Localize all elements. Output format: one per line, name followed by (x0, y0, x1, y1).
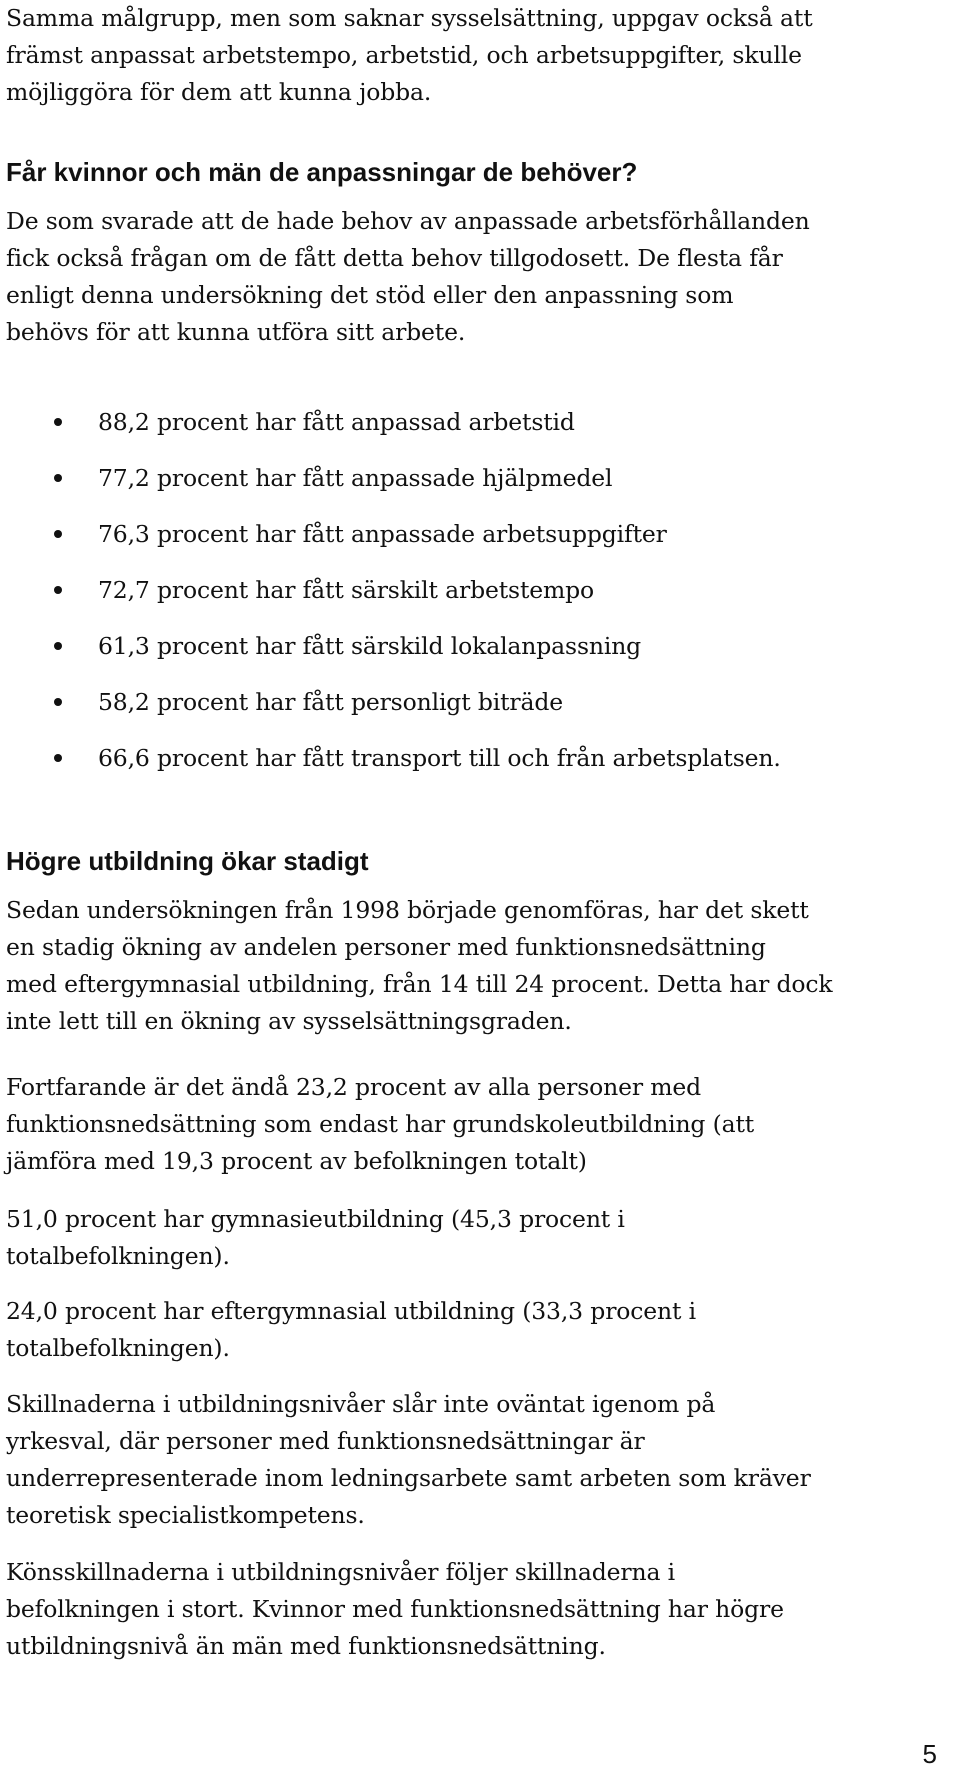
text-line: 51,0 procent har gymnasieutbildning (45,3 procent i (6, 1205, 625, 1233)
education-paragraph (6, 1201, 926, 1275)
text-line: möjliggöra för dem att kunna jobba. (6, 78, 432, 106)
list-item (0, 736, 940, 792)
text-line: 24,0 procent har eftergymnasial utbildning (33,3 procent i (6, 1297, 697, 1325)
text-line: jämföra med 19,3 procent av befolkningen totalt) (6, 1147, 587, 1175)
list-item (0, 456, 940, 512)
text-line: funktionsnedsättning som endast har grundskoleutbildning (att (6, 1110, 755, 1138)
text-line: yrkesval, där personer med funktionsnedsättningar är (6, 1427, 645, 1455)
section-heading-education: Högre utbildning ökar stadigt (6, 846, 369, 876)
list-item-text: 61,3 procent har fått särskild lokalanpassning (98, 632, 642, 660)
education-paragraph (6, 1293, 926, 1367)
text-line: Samma målgrupp, men som saknar sysselsättning, uppgav också att (6, 4, 813, 32)
text-line: totalbefolkningen). (6, 1242, 230, 1270)
list-item (0, 680, 940, 736)
list-item (0, 568, 940, 624)
education-paragraph (6, 1386, 926, 1534)
bullet-icon (54, 754, 62, 762)
text-line: fick också frågan om de fått detta behov tillgodosett. De flesta får (6, 244, 783, 272)
text-line: Sedan undersökningen från 1998 började genomföras, har det skett (6, 896, 809, 924)
bullet-icon (54, 642, 62, 650)
text-line: Fortfarande är det ändå 23,2 procent av alla personer med (6, 1073, 702, 1101)
section-heading-adjustments: Får kvinnor och män de anpassningar de behöver? (6, 157, 638, 187)
adjustments-bullet-list (0, 400, 940, 792)
list-item-text: 77,2 procent har fått anpassade hjälpmedel (98, 464, 613, 492)
text-line: enligt denna undersökning det stöd eller den anpassning som (6, 281, 734, 309)
text-line: befolkningen i stort. Kvinnor med funktionsnedsättning har högre (6, 1595, 784, 1623)
text-line: inte lett till en ökning av sysselsättningsgraden. (6, 1007, 572, 1035)
intro-paragraph (6, 0, 926, 111)
text-line: främst anpassat arbetstempo, arbetstid, och arbetsuppgifter, skulle (6, 41, 802, 69)
list-item-text: 76,3 procent har fått anpassade arbetsuppgifter (98, 520, 667, 548)
text-line: teoretisk specialistkompetens. (6, 1501, 365, 1529)
list-item (0, 400, 940, 456)
bullet-icon (54, 586, 62, 594)
text-line: De som svarade att de hade behov av anpassade arbetsförhållanden (6, 207, 810, 235)
bullet-icon (54, 698, 62, 706)
text-line: Könsskillnaderna i utbildningsnivåer följer skillnaderna i (6, 1558, 676, 1586)
adjustments-paragraph (6, 203, 926, 351)
bullet-icon (54, 418, 62, 426)
page-number: 5 (922, 1739, 937, 1769)
text-line: utbildningsnivå än män med funktionsnedsättning. (6, 1632, 606, 1660)
bullet-icon (54, 530, 62, 538)
list-item-text: 72,7 procent har fått särskilt arbetstempo (98, 576, 595, 604)
bullet-icon (54, 474, 62, 482)
text-line: behövs för att kunna utföra sitt arbete. (6, 318, 466, 346)
list-item-text: 58,2 procent har fått personligt biträde (98, 688, 563, 716)
text-line: Skillnaderna i utbildningsnivåer slår inte oväntat igenom på (6, 1390, 716, 1418)
text-line: en stadig ökning av andelen personer med funktionsnedsättning (6, 933, 766, 961)
education-paragraph (6, 1554, 926, 1665)
text-line: underrepresenterade inom ledningsarbete samt arbeten som kräver (6, 1464, 811, 1492)
text-line: totalbefolkningen). (6, 1334, 230, 1362)
education-paragraph (6, 1069, 926, 1180)
education-paragraph (6, 892, 926, 1040)
list-item (0, 512, 940, 568)
list-item-text: 88,2 procent har fått anpassad arbetstid (98, 408, 575, 436)
text-line: med eftergymnasial utbildning, från 14 till 24 procent. Detta har dock (6, 970, 833, 998)
list-item (0, 624, 940, 680)
list-item-text: 66,6 procent har fått transport till och från arbetsplatsen. (98, 744, 781, 772)
